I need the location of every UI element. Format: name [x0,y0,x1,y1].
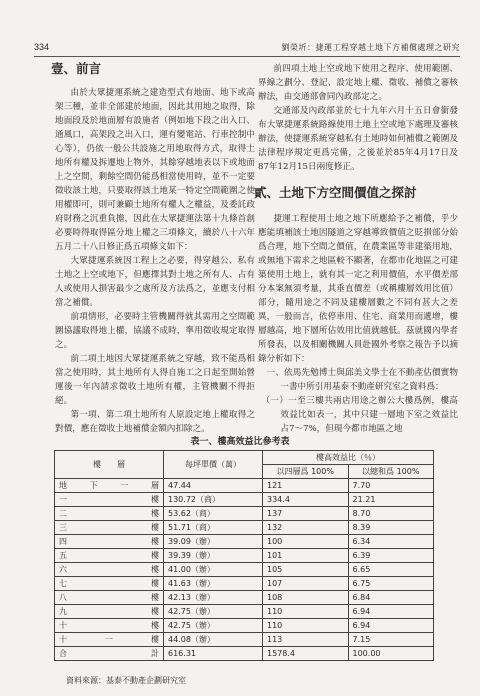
cell-floor: 十一樓 [55,633,164,647]
table-row [55,521,434,535]
cell-ratio-total: 8.39 [348,521,434,535]
table-row [55,479,434,493]
cell-ratio-total: 21.21 [348,493,434,507]
cell-price: 39.09（辦） [164,535,263,549]
paragraph: 前項情形，必要時主管機關得就其需用之空間範圍協議取得地上權，協議不成時，準用徵收規定取得之。 [55,312,255,350]
paragraph: 由於大眾捷運系統之建造型式有地面、地下或高架三種，並非全部建於地面，因此其用地之取得，除地面段及於地面層有設施者（例如地下段之出入口、通風口，高架段之出入口，運有變電站、行車控制中心等），仍依一般公共設施之用地取得方式，取得土地所有權及拆遷地上物外，其餘穿越地表以下或地面上之空間，剩餘空間仍能爲相當使用時，並不一定要徵收該土地，只要取得該土地某一特定空間範圍之使用權即可，則可兼顧土地所有權人之權益，及委託政府財務之沉重負擔，因此在大眾捷運法第十九條首創必要時得取得區分地上權之三項條文，續於八十六年五月二十八日修正爲五項條文如下： [55,88,255,252]
running-title: 劉榮圻：捷運工程穿越土地下方補償處理之研究 [281,43,460,52]
cell-ratio-4f: 113 [263,633,349,647]
cell-ratio-total: 6.39 [348,549,434,563]
paragraph: 第一項、第二項土地所有人原設定地上權取得之對價，應在徵收土地補償金額內扣除之。 [55,410,255,434]
cell-price: 47.44 [164,479,263,493]
page-number: 334 [34,42,50,52]
section-heading-underground-value: 貳、土地下方空間價值之探討 [254,185,417,200]
table-header-row [55,451,434,465]
col-header-ratio-group: 樓高效益比（％） [263,451,434,465]
cell-floor: 四樓 [55,535,164,549]
cell-ratio-4f: 121 [263,479,349,493]
paragraph: 交通部及內政部並於七十九年六月十五日會銜發布大眾捷運系統路線使用土地上空或地下處理及審核辦法，使捷運系統穿越私有土地時如何補償之範圍及法律程序規定更爲完備，之後並於85年4月17日及87年12月15日兩度修正。 [258,106,458,172]
cell-floor: 合計 [55,647,164,661]
paragraph: 前二項土地因大眾捷運系統之穿越，致不能爲相當之使用時，其土地所有人得自施工之日起至開始營運後一年內請求徵收土地所有權，主管機關不得拒絕。 [55,354,255,406]
cell-ratio-total: 6.84 [348,591,434,605]
cell-price: 41.00（辦） [164,563,263,577]
section-heading-intro: 壹、前言 [51,61,102,76]
cell-ratio-4f: 110 [263,619,349,633]
cell-floor: 十樓 [55,619,164,633]
cell-floor: 三樓 [55,521,164,535]
cell-floor: 五樓 [55,549,164,563]
running-header [34,40,460,57]
paragraph: 大眾捷運系統因工程上之必要，得穿越公、私有土地之上空或地下，但應擇其對土地之所有人、占有人或使用人損害最少之處所及方法爲之，並應支付相當之補償。 [55,256,255,308]
cell-ratio-total: 6.94 [348,619,434,633]
table-row [55,619,434,633]
cell-ratio-4f: 100 [263,535,349,549]
cell-floor: 八樓 [55,591,164,605]
table-row [55,535,434,549]
cell-price: 53.62（商） [164,507,263,521]
table-row [55,577,434,591]
cell-ratio-total: 6.34 [348,535,434,549]
cell-ratio-4f: 105 [263,563,349,577]
cell-ratio-4f: 132 [263,521,349,535]
list-item: 一、依馬先勉博士與邱美文學士在不動產估價實物一書中所引用基泰不動產研究室之資料爲： [266,368,458,392]
table-row [55,647,434,661]
cell-price: 616.31 [164,647,263,661]
table-row [55,493,434,507]
cell-price: 39.39（辦） [164,549,263,563]
list-item: （一）一至三樓共兩店用途之辦公大樓爲例，樓高效益比如表一，其中只建一層地下室之效益比占7～7%，但現今都市地區之地 [261,396,458,434]
cell-ratio-total: 7.70 [348,479,434,493]
cell-ratio-4f: 334.4 [263,493,349,507]
cell-floor: 六樓 [55,563,164,577]
cell-ratio-total: 100.00 [348,647,434,661]
cell-ratio-total: 6.94 [348,605,434,619]
right-column [254,62,458,436]
cell-ratio-4f: 110 [263,605,349,619]
table-row [55,563,434,577]
cell-price: 51.71（商） [164,521,263,535]
table-row [55,605,434,619]
cell-ratio-total: 6.65 [348,563,434,577]
left-column [51,61,255,436]
cell-ratio-total: 6.75 [348,577,434,591]
table-row [55,591,434,605]
cell-floor: 七樓 [55,577,164,591]
cell-ratio-total: 7.15 [348,633,434,647]
cell-ratio-4f: 107 [263,577,349,591]
col-header-price: 每坪單價（萬） [164,451,263,479]
cell-ratio-4f: 137 [263,507,349,521]
cell-floor: 一樓 [55,493,164,507]
cell-floor: 地下一層 [55,479,164,493]
paragraph: 捷運工程使用土地之地下所應給予之補償，乎少應能填補該土地因隧道之穿越導致價值之貶損部分始爲合理，地下空間之價值，在農業區等非建築用地，或無地下需求之地區較不顯著，在都市化地區之可建築使用土地上，就有其一定之利用價值，水平價差部分本案無須考量，其垂直價差（或稱樓層效用比值）部分，隨用途之不同及建樓層數之不同有甚大之差異，一般而言，依停車用、住宅、商業用而遞增，樓層越高，地下層所佔效用比值就越低。茲就國內學者所發表，以及相關機關人員赴國外考察之報告予以摘錄分析如下： [258,214,458,364]
cell-floor: 二樓 [55,507,164,521]
col-header-ratio-4f: 以四層爲 100% [263,465,349,479]
cell-ratio-total: 8.70 [348,507,434,521]
cell-ratio-4f: 1578.4 [263,647,349,661]
cell-floor: 九樓 [55,605,164,619]
col-header-ratio-total: 以總和爲 100% [348,465,434,479]
col-header-floor: 樓 層 [55,451,164,479]
table-row [55,549,434,563]
cell-ratio-4f: 108 [263,591,349,605]
cell-price: 42.13（辦） [164,591,263,605]
table-row [55,507,434,521]
cell-price: 41.63（辦） [164,577,263,591]
table-row [55,633,434,647]
cell-ratio-4f: 101 [263,549,349,563]
floor-efficiency-table [54,450,434,661]
paragraph: 前四項土地上空或地下使用之程序、使用範圍、界線之劃分、登記、設定地上權、徵收、補償之審核辦法，由交通部會同內政部定之。 [258,64,458,102]
cell-price: 44.08（辦） [164,633,263,647]
table-body [55,479,434,661]
table-source: 資料來源：基泰不動產企劃研究室 [66,676,186,685]
cell-price: 130.72（商） [164,493,263,507]
cell-price: 42.75（辦） [164,605,263,619]
cell-price: 42.75（辦） [164,619,263,633]
table-caption: 表一、樓高效益比參考表 [190,437,290,447]
